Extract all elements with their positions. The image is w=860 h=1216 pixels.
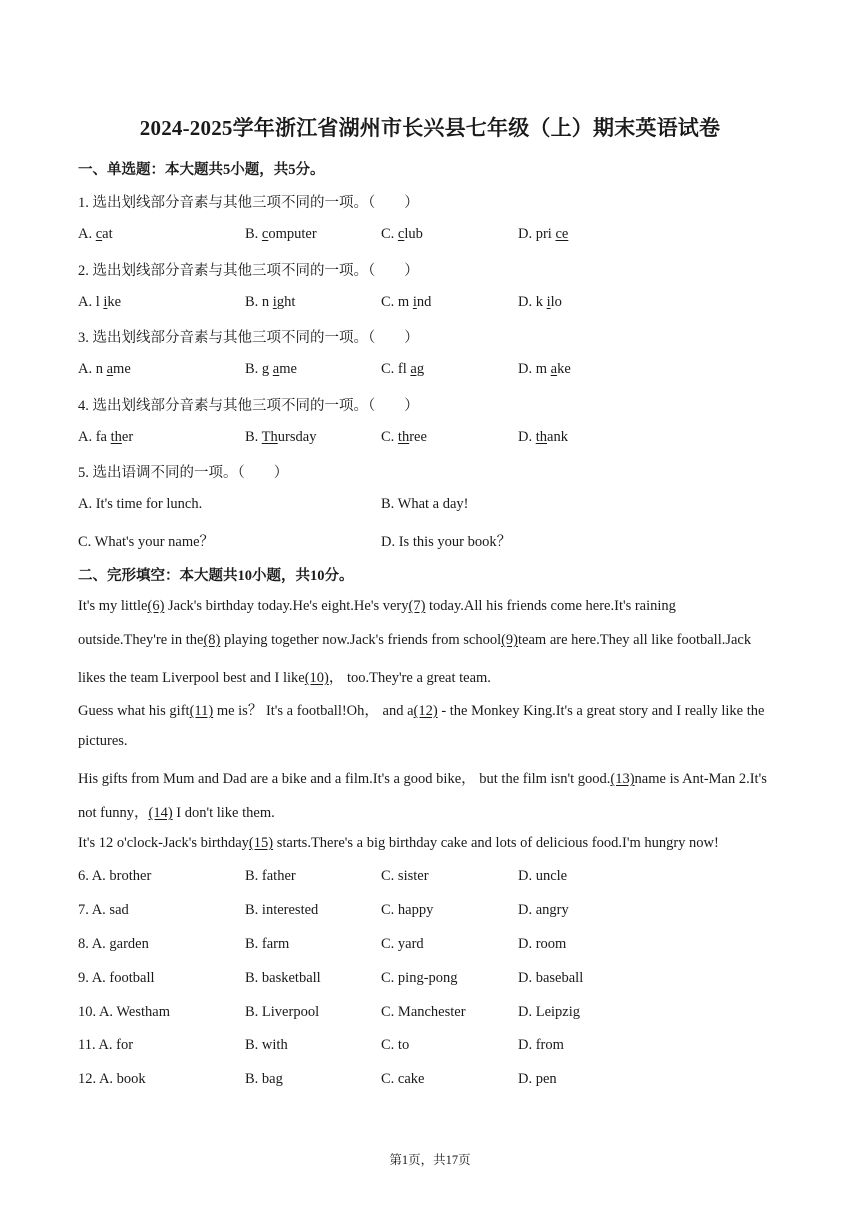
q1-option-c[interactable]: C. club [381,226,423,242]
q1-option-a[interactable]: A. cat [78,226,113,242]
q5-option-d[interactable]: D. Is this your book？ [381,534,512,550]
cloze-passage-line: outside.They're in the(8) playing together now.Jack's friends from school(9)team are here.They all like football.Jack [78,632,752,648]
cloze-passage-line: pictures. [78,733,128,749]
section-heading-single-choice: 一、单选题：本大题共5小题，共5分。 [78,162,325,178]
q12-option-d[interactable]: D. pen [518,1071,557,1087]
q7-option-b[interactable]: B. interested [245,902,319,918]
cloze-passage-line: His gifts from Mum and Dad are a bike and a film.It's a good bike， but the film isn't good.(13)name is Ant-Man 2.It's [78,771,767,787]
q1-option-d[interactable]: D. pri ce [518,226,569,242]
q6-option-b[interactable]: B. father [245,868,296,884]
blank-14: (14) [148,805,173,821]
cloze-passage-line: not funny，(14) I don't like them. [78,805,275,821]
q2-option-d[interactable]: D. k ilo [518,294,562,310]
blank-8: (8) [203,632,221,648]
q12-option-c[interactable]: C. cake [381,1071,425,1087]
cloze-passage-line: Guess what his gift(11) me is？ It's a football!Oh， and a(12) - the Monkey King.It's a great story and I really like the [78,703,765,719]
section-heading-cloze: 二、完形填空：本大题共10小题，共10分。 [78,568,354,584]
question-3-stem: 3. 选出划线部分音素与其他三项不同的一项。（ ） [78,330,419,346]
blank-7: (7) [408,598,426,614]
q12-option-a[interactable]: 12. A. book [78,1071,146,1087]
q11-option-a[interactable]: 11. A. for [78,1037,134,1053]
blank-11: (11) [189,703,214,719]
question-4-stem: 4. 选出划线部分音素与其他三项不同的一项。（ ） [78,398,419,414]
q3-option-c[interactable]: C. fl ag [381,361,425,377]
q2-option-c[interactable]: C. m ind [381,294,432,310]
blank-6: (6) [147,598,165,614]
question-5-stem: 5. 选出语调不同的一项。（ ） [78,465,289,481]
cloze-passage-line: It's my little(6) Jack's birthday today.He's eight.He's very(7) today.All his friends come here.It's raining [78,598,676,614]
q5-option-b[interactable]: B. What a day! [381,496,469,512]
blank-13: (13) [610,771,635,787]
q7-option-a[interactable]: 7. A. sad [78,902,129,918]
cloze-passage-line: It's 12 o'clock-Jack's birthday(15) starts.There's a big birthday cake and lots of delicious food.I'm hungry now! [78,835,719,851]
question-2-stem: 2. 选出划线部分音素与其他三项不同的一项。（ ） [78,263,419,279]
q6-option-a[interactable]: 6. A. brother [78,868,152,884]
q8-option-c[interactable]: C. yard [381,936,424,952]
q7-option-c[interactable]: C. happy [381,902,434,918]
q11-option-d[interactable]: D. from [518,1037,564,1053]
page-title: 2024-2025学年浙江省湖州市长兴县七年级（上）期末英语试卷 [139,116,721,140]
q4-option-d[interactable]: D. thank [518,429,568,445]
q10-option-a[interactable]: 10. A. Westham [78,1004,171,1020]
question-1-stem: 1. 选出划线部分音素与其他三项不同的一项。（ ） [78,195,419,211]
q6-option-d[interactable]: D. uncle [518,868,568,884]
blank-10: (10) [304,670,329,686]
q6-option-c[interactable]: C. sister [381,868,429,884]
q5-option-a[interactable]: A. It's time for lunch. [78,496,203,512]
q4-option-c[interactable]: C. three [381,429,427,445]
q4-option-a[interactable]: A. fa ther [78,429,134,445]
q10-option-b[interactable]: B. Liverpool [245,1004,320,1020]
q3-option-b[interactable]: B. g ame [245,361,297,377]
q5-option-c[interactable]: C. What's your name？ [78,534,215,550]
q11-option-c[interactable]: C. to [381,1037,410,1053]
q9-option-c[interactable]: C. ping-pong [381,970,458,986]
q2-option-b[interactable]: B. n ight [245,294,296,310]
q8-option-d[interactable]: D. room [518,936,567,952]
page-number: 第1页，共17页 [389,1153,471,1167]
blank-12: (12) [413,703,438,719]
q2-option-a[interactable]: A. l ike [78,294,122,310]
q1-option-b[interactable]: B. computer [245,226,317,242]
q3-option-d[interactable]: D. m ake [518,361,571,377]
blank-9: (9) [501,632,519,648]
q7-option-d[interactable]: D. angry [518,902,569,918]
q3-option-a[interactable]: A. n ame [78,361,131,377]
q10-option-c[interactable]: C. Manchester [381,1004,466,1020]
q11-option-b[interactable]: B. with [245,1037,288,1053]
cloze-passage-line: likes the team Liverpool best and I like(10)， too.They're a great team. [78,670,491,686]
q9-option-a[interactable]: 9. A. football [78,970,155,986]
q12-option-b[interactable]: B. bag [245,1071,283,1087]
q9-option-d[interactable]: D. baseball [518,970,584,986]
q8-option-a[interactable]: 8. A. garden [78,936,149,952]
q8-option-b[interactable]: B. farm [245,936,290,952]
q10-option-d[interactable]: D. Leipzig [518,1004,581,1020]
q4-option-b[interactable]: B. Thursday [245,429,317,445]
q9-option-b[interactable]: B. basketball [245,970,321,986]
blank-15: (15) [248,835,274,851]
